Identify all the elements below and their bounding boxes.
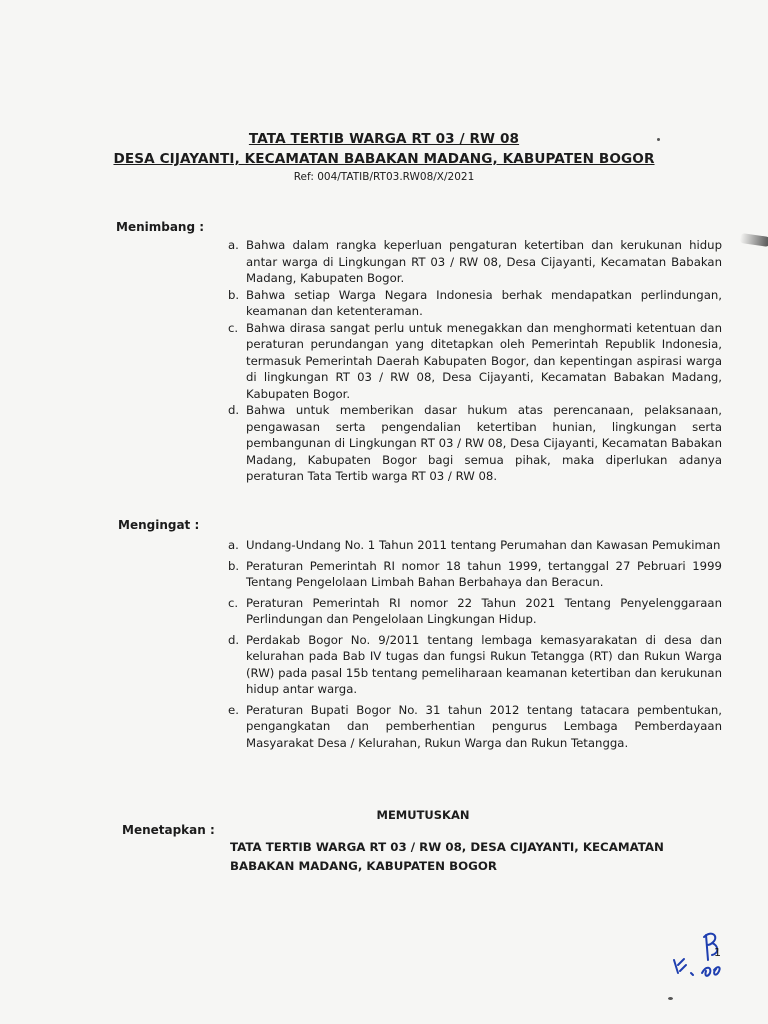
list-marker: e. <box>228 702 239 717</box>
scan-smudge <box>739 233 768 247</box>
list-item <box>228 558 722 591</box>
list-item-text: Undang-Undang No. 1 Tahun 2011 tentang Perumahan dan Kawasan Pemukiman <box>246 538 721 552</box>
list-item-text: Bahwa dalam rangka keperluan pengaturan ketertiban dan kerukunan hidup antar warga di Lingkungan RT 03 / RW 08, Desa Cijayanti, Kecamatan Babakan Madang, Kabupaten Bogor. <box>246 238 722 285</box>
list-item-text: Peraturan Bupati Bogor No. 31 tahun 2012 tentang tatacara pembentukan, pengangkatan dan pemberhentian pengurus Lembaga Pemberdayaan Masyarakat Desa / Kelurahan, Rukun Warga dan Rukun Tetangga. <box>246 702 722 750</box>
list-item <box>228 237 722 287</box>
list-item <box>228 287 722 320</box>
list-marker: c. <box>228 595 239 610</box>
page-number: 1 <box>714 946 721 959</box>
list-item-text: Bahwa dirasa sangat perlu untuk menegakkan dan menghormati ketentuan dan peraturan perundangan yang ditetapkan oleh Pemerintah Republik Indonesia, termasuk Pemerintah Daerah Kabupaten Bogor, dan kepentingan aspirasi warga di lingkungan RT 03 / RW 08, Desa Cijayanti, Kecamatan Babakan Madang, Kabupaten Bogor. <box>246 320 722 401</box>
handwritten-initials-icon <box>660 915 760 995</box>
list-item <box>228 632 722 698</box>
memutuskan-heading: MEMUTUSKAN <box>376 808 470 822</box>
list-item-text: Bahwa setiap Warga Negara Indonesia berhak mendapatkan perlindungan, keamanan dan ketenteraman. <box>246 287 722 318</box>
menimbang-label: Menimbang : <box>116 220 205 234</box>
mengingat-list <box>228 537 722 755</box>
list-marker: a. <box>228 238 239 252</box>
list-marker: b. <box>228 558 240 573</box>
mengingat-label: Mengingat : <box>118 518 200 532</box>
menimbang-list <box>228 237 722 485</box>
list-marker: b. <box>228 287 240 302</box>
menetapkan-text: TATA TERTIB WARGA RT 03 / RW 08, DESA CIJAYANTI, KECAMATAN BABAKAN MADANG, KABUPATEN BOGOR <box>230 840 664 873</box>
document-subtitle: DESA CIJAYANTI, KECAMATAN BABAKAN MADANG, KABUPATEN BOGOR <box>113 151 655 167</box>
list-item <box>228 402 722 485</box>
list-item-text: Perdakab Bogor No. 9/2011 tentang lembaga kemasyarakatan di desa dan kelurahan pada Bab IV tugas dan fungsi Rukun Tetangga (RT) dan Rukun Warga (RW) pada pasal 15b tentang pemeliharaan keamanan ketertiban dan kerukunan hidup antar warga. <box>246 632 722 696</box>
list-item <box>228 595 722 628</box>
list-item-text: Bahwa untuk memberikan dasar hukum atas perencanaan, pelaksanaan, pengawasan serta pengendalian ketertiban hunian, lingkungan serta pembangunan di Lingkungan RT 03 / RW 08, Desa Cijayanti, Kecamatan Babakan Madang, Kabupaten Bogor bagi semua pihak, maka diperlukan adanya peraturan Tata Tertib warga RT 03 / RW 08. <box>246 403 722 483</box>
list-marker: c. <box>228 320 239 335</box>
document-title: TATA TERTIB WARGA RT 03 / RW 08 <box>248 131 520 147</box>
menetapkan-label: Menetapkan : <box>122 823 215 837</box>
list-item <box>228 320 722 403</box>
list-item <box>228 702 722 752</box>
list-marker: d. <box>228 632 240 647</box>
list-marker: d. <box>228 403 240 417</box>
list-marker: a. <box>228 538 239 552</box>
scan-dot <box>657 138 660 141</box>
list-item <box>228 537 722 554</box>
list-item-text: Peraturan Pemerintah RI nomor 18 tahun 1999, tertanggal 27 Pebruari 1999 Tentang Pengelolaan Limbah Bahan Berbahaya dan Beracun. <box>246 558 722 589</box>
list-item-text: Peraturan Pemerintah RI nomor 22 Tahun 2021 Tentang Penyelenggaraan Perlindungan dan Pengelolaan Lingkungan Hidup. <box>246 595 722 626</box>
reference-number: Ref: 004/TATIB/RT03.RW08/X/2021 <box>293 171 475 183</box>
scan-dot <box>668 997 673 1000</box>
